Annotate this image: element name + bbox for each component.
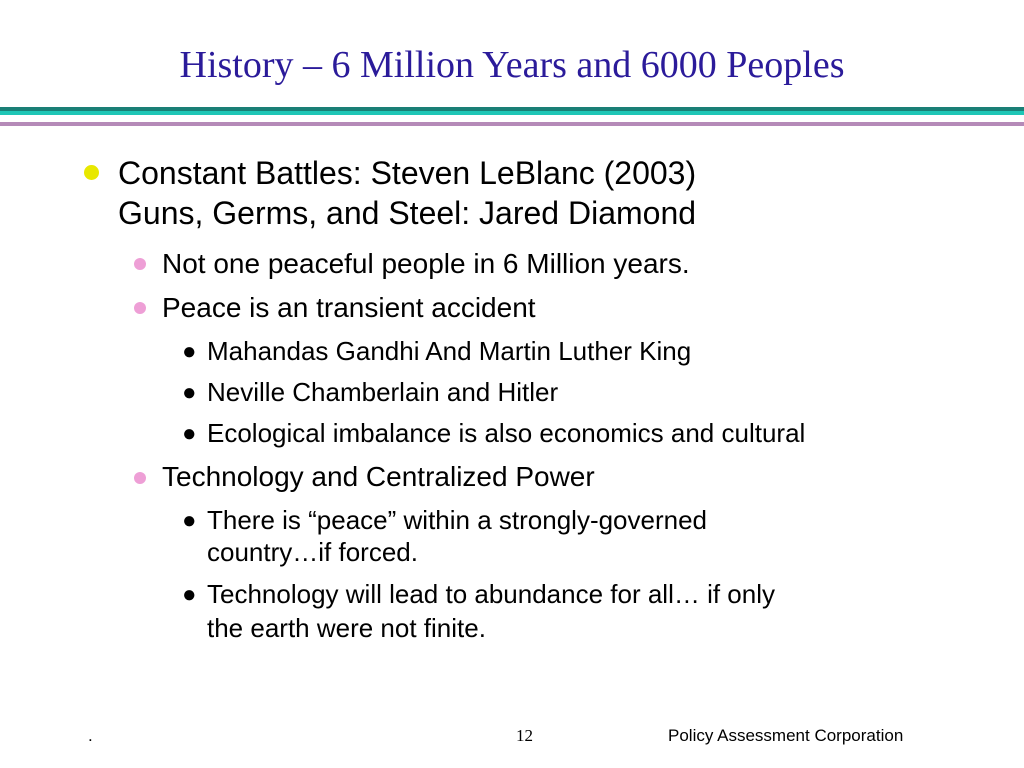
bullet-text: Neville Chamberlain and Hitler xyxy=(207,377,559,407)
bullet-text: Mahandas Gandhi And Martin Luther King xyxy=(207,336,692,366)
yellow-bullet-icon xyxy=(84,165,99,180)
footer-left-text: . xyxy=(88,726,93,745)
black-bullet-icon: ● xyxy=(182,581,197,608)
bullet-text-line: There is “peace” within a strongly-governed xyxy=(207,505,708,535)
bullet-text-line: Guns, Germs, and Steel: Jared Diamond xyxy=(118,195,697,231)
slide-title: History – 6 Million Years and 6000 Peoples xyxy=(179,44,845,86)
bullet-text-line: the earth were not finite. xyxy=(207,613,486,643)
black-bullet-icon: ● xyxy=(182,507,197,534)
bullet-text: Ecological imbalance is also economics and cultural xyxy=(207,418,806,448)
pink-bullet-icon xyxy=(134,302,146,314)
page-number: 12 xyxy=(516,726,533,745)
footer-company: Policy Assessment Corporation xyxy=(668,726,904,745)
bullet-text-line: Constant Battles: Steven LeBlanc (2003) xyxy=(118,155,697,191)
black-bullet-icon: ● xyxy=(182,420,197,447)
bullet-text-line: country…if forced. xyxy=(207,537,418,567)
pink-bullet-icon xyxy=(134,472,146,484)
bullet-text-line: Technology will lead to abundance for all… if only xyxy=(207,579,776,609)
black-bullet-icon: ● xyxy=(182,338,197,365)
title-rule-light-teal xyxy=(0,111,1024,115)
black-bullet-icon: ● xyxy=(182,379,197,406)
bullet-text: Not one peaceful people in 6 Million years. xyxy=(162,248,690,279)
title-rule-magenta xyxy=(0,122,1024,126)
bullet-text: Technology and Centralized Power xyxy=(162,461,595,492)
pink-bullet-icon xyxy=(134,258,146,270)
bullet-text: Peace is an transient accident xyxy=(162,292,536,323)
